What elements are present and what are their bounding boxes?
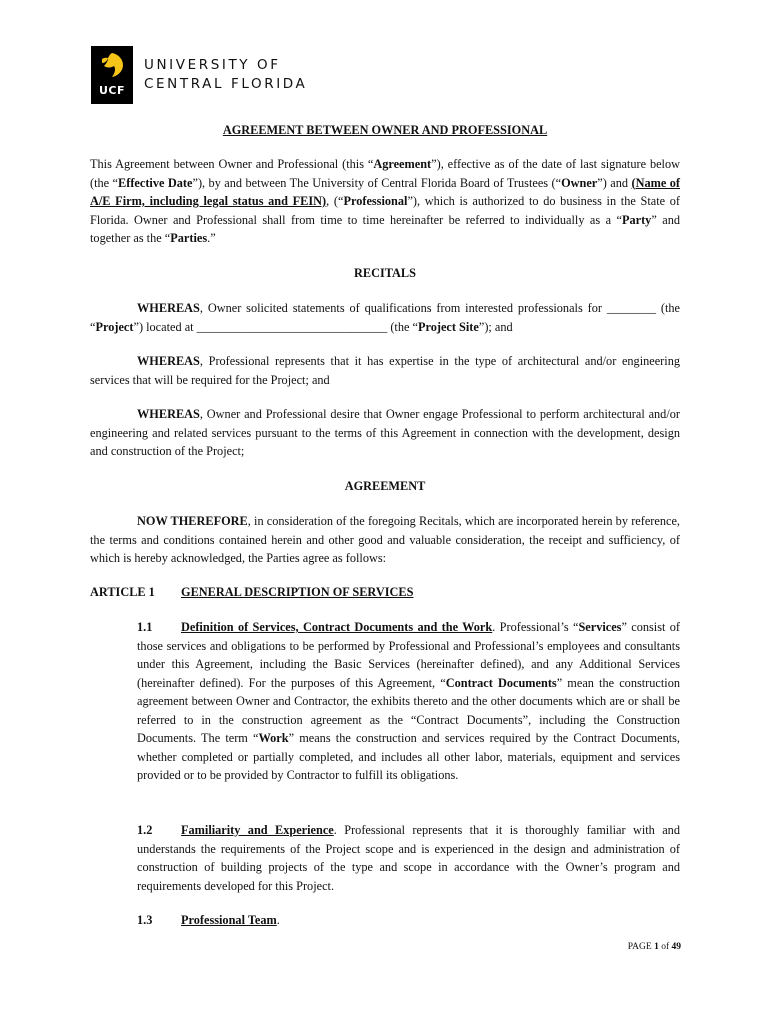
whereas-paragraph-1: WHEREAS, Owner solicited statements of qualifications from interested professionals for ________ (the “Project”) located at _______________________________ (the “Project Site”); and <box>90 301 680 334</box>
section-1-1: 1.1 Definition of Services, Contract Documents and the Work. Professional’s “Services” consist of those services and obligations to be performed by Professional and Professional’s employees and consultants under this Agreement, including the Basic Services (hereinafter defined), and any Additional Services (hereinafter defined). For the purposes of this Agreement, “Contract Documents” mean the construction agreement between Owner and Contractor, the exhibits thereto and the other documents which are or shall be referred to in the construction agreement as the “Contract Documents”, including the Construction Documents. The term “Work” means the construction and services required by the Contract Documents, whether completed or partially completed, and includes all other labor, materials, equipment and services provided or to be provided by Contractor to fulfill its obligations. <box>137 620 681 782</box>
page-number: PAGE 1 of 49 <box>627 942 681 952</box>
section-1-1-title: Definition of Services, Contract Documents and the Work <box>181 620 493 634</box>
university-name-line2: CENTRAL FLORIDA <box>144 76 308 92</box>
article-1-number: ARTICLE 1 <box>90 585 155 599</box>
whereas-paragraph-3: WHEREAS, Owner and Professional desire that Owner engage Professional to perform architectural and/or engineering and related services pursuant to the terms of this Agreement in connection with the development, design and construction of the Project; <box>90 407 680 458</box>
whereas-paragraph-2: WHEREAS, Professional represents that it has expertise in the type of architectural and/or engineering services that will be required for the Project; and <box>90 354 680 387</box>
university-name <box>144 56 307 94</box>
section-1-2: 1.2 Familiarity and Experience. Professional represents that it is thoroughly familiar with and understands the requirements of the Project scope and is experienced in the design and administration of construction of building projects of the type and scope in accordance with the Owner’s program and requirements developed for this Project. <box>137 823 680 893</box>
section-1-3-title: Professional Team <box>181 913 277 927</box>
recitals-heading: RECITALS <box>354 266 416 280</box>
section-1-1-number: 1.1 <box>137 620 153 634</box>
document-title: AGREEMENT BETWEEN OWNER AND PROFESSIONAL <box>222 123 548 137</box>
university-name-line1: UNIVERSITY OF <box>144 57 281 73</box>
ucf-badge-text: UCF <box>98 83 126 97</box>
article-1-title: GENERAL DESCRIPTION OF SERVICES <box>181 585 414 599</box>
section-1-2-number: 1.2 <box>137 823 153 837</box>
now-therefore-paragraph: NOW THEREFORE, in consideration of the foregoing Recitals, which are incorporated herein by reference, the terms and conditions contained herein and other good and valuable consideration, the receipt and sufficiency, of which is hereby acknowledged, the Parties agree as follows: <box>90 514 680 565</box>
section-1-3-number: 1.3 <box>137 913 153 927</box>
ucf-logo <box>91 46 307 104</box>
article-1-heading <box>90 583 680 602</box>
pegasus-icon <box>97 51 127 81</box>
section-1-3: 1.3 Professional Team. <box>90 911 680 930</box>
section-1-2-title: Familiarity and Experience <box>181 823 334 837</box>
ucf-pegasus-badge <box>91 46 133 104</box>
intro-paragraph: This Agreement between Owner and Professional (this “Agreement”), effective as of the date of last signature below (the “Effective Date”), by and between The University of Central Florida Board of Trustees (“Owner”) and (Name of A/E Firm, including legal status and FEIN), (“Professional”), which is authorized to do business in the State of Florida. Owner and Professional shall from time to time hereinafter be referred to individually as a “Party” and together as the “Parties.” <box>90 157 680 245</box>
agreement-heading: AGREEMENT <box>344 479 426 493</box>
